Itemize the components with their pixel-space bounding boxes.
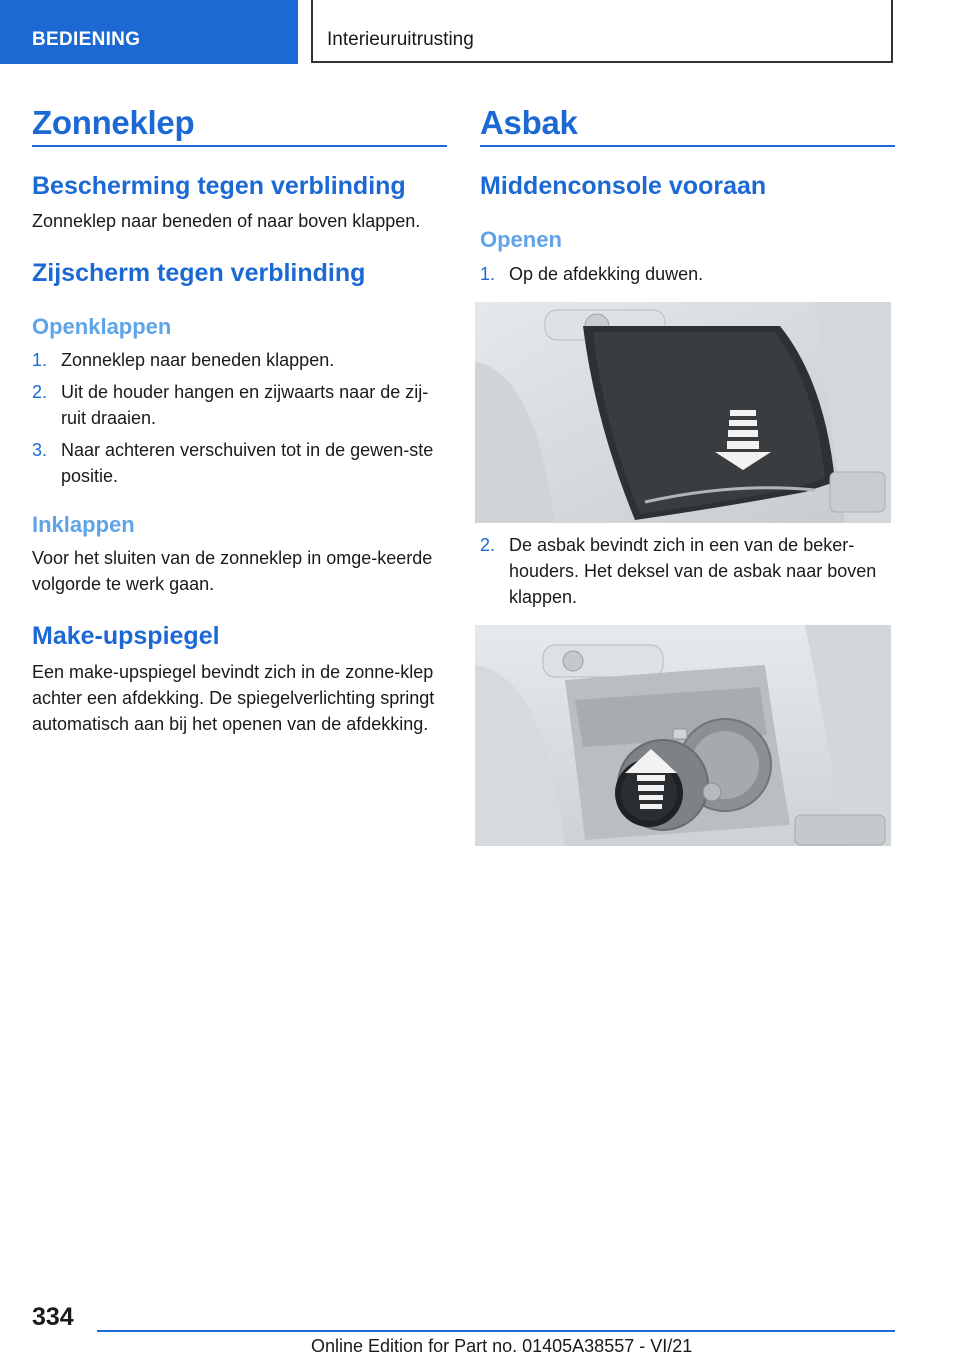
list-text: Naar achteren verschuiven tot in de gewen-ste positie.	[61, 440, 434, 486]
text-bescherming: Zonneklep naar beneden of naar boven klappen.	[32, 211, 421, 231]
footer-rule	[97, 1330, 895, 1332]
list-number: 2.	[480, 535, 496, 555]
page-number: 334	[32, 1303, 74, 1331]
ashtray-cupholder-image	[475, 625, 891, 846]
footer-edition: Online Edition for Part no. 01405A38557 - VI/21	[311, 1336, 693, 1356]
heading-inklappen: Inklappen	[32, 512, 135, 537]
title-rule	[480, 145, 895, 147]
list-number: 2.	[32, 382, 48, 402]
heading-zijscherm: Zijscherm tegen verblinding	[32, 259, 366, 287]
section-tab	[0, 0, 298, 64]
heading-openen: Openen	[480, 227, 562, 252]
heading-middenconsole: Middenconsole vooraan	[480, 172, 767, 200]
console-cover-image	[475, 302, 891, 523]
heading-bescherming: Bescherming tegen verblinding	[32, 172, 406, 200]
list-text: De asbak bevindt zich in een van de beker-houders. Het deksel van de asbak naar boven klappen.	[509, 535, 877, 607]
list-text: Op de afdekking duwen.	[509, 264, 704, 284]
title-rule	[32, 145, 447, 147]
list-number: 1.	[480, 264, 496, 284]
heading-make-upspiegel: Make-upspiegel	[32, 622, 220, 650]
section-label: BEDIENING	[32, 29, 141, 50]
list-number: 3.	[32, 440, 48, 460]
page-title-asbak: Asbak	[480, 104, 578, 141]
list-text: Uit de houder hangen en zijwaarts naar de zij-ruit draaien.	[61, 382, 429, 428]
chapter-tab	[311, 0, 893, 63]
text-inklappen: Voor het sluiten van de zonneklep in omge-keerde volgorde te werk gaan.	[32, 548, 433, 594]
heading-openklappen: Openklappen	[32, 314, 172, 339]
text-make-upspiegel: Een make-upspiegel bevindt zich in de zonne-klep achter een afdekking. De spiegelverlichting springt automatisch aan bij het openen van de afdekking.	[32, 662, 435, 734]
list-text: Zonneklep naar beneden klappen.	[61, 350, 335, 370]
chapter-label: Interieuruitrusting	[327, 29, 474, 50]
page-title-zonneklep: Zonneklep	[32, 104, 195, 141]
list-number: 1.	[32, 350, 48, 370]
